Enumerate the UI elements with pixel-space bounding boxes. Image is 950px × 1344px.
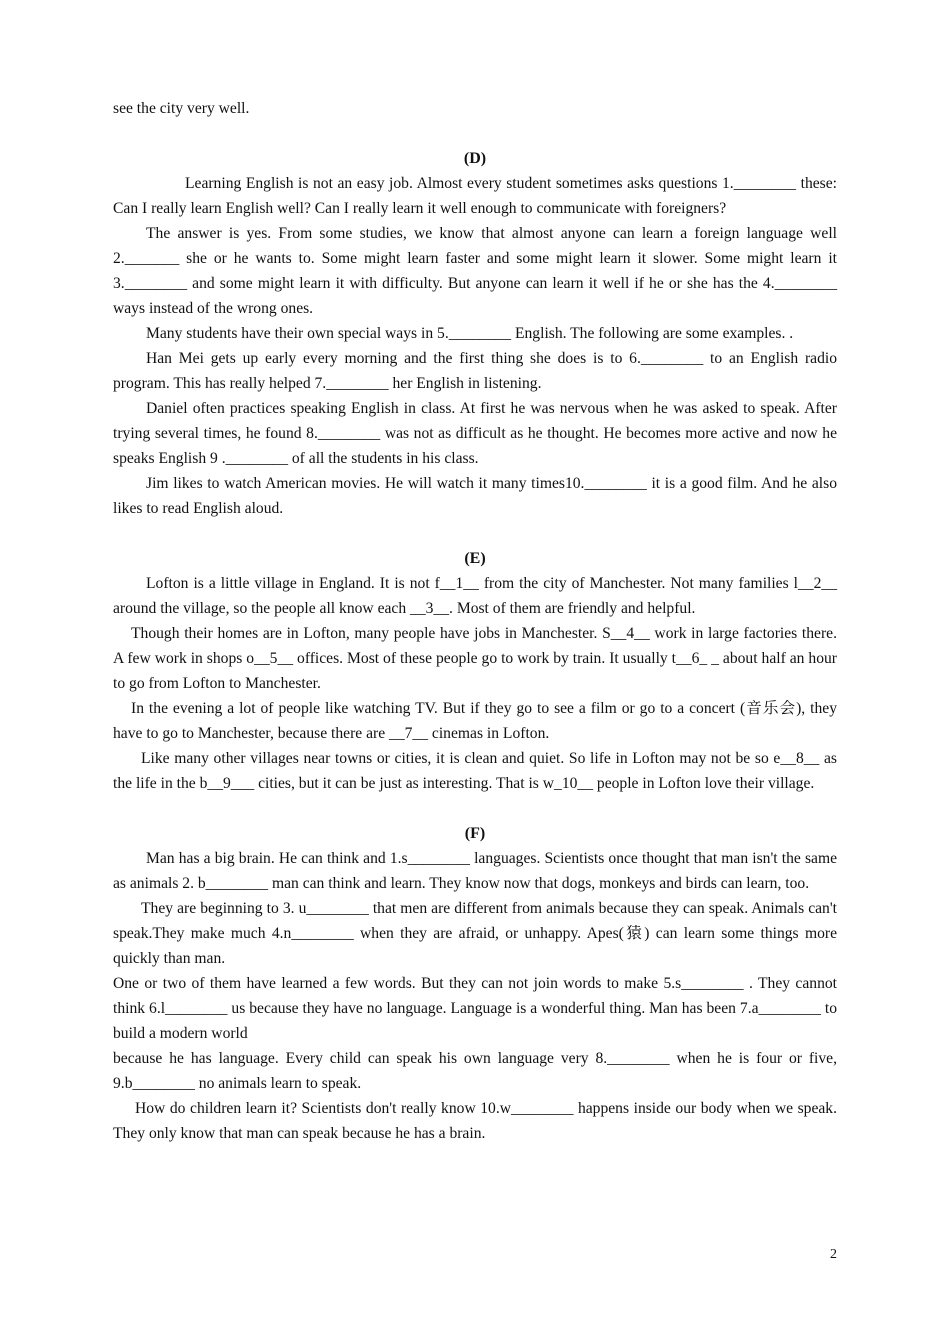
document-body — [113, 96, 837, 1146]
page-number: 2 — [830, 1247, 837, 1262]
section-f-paragraph: Man has a big brain. He can think and 1.s________ languages. Scientists once thought that man isn't the same as animals 2. b________ man can think and learn. They know now that dogs, monkeys and birds can learn, too. — [113, 850, 837, 892]
section-d-paragraph: Han Mei gets up early every morning and the first thing she does is to 6.________ to an English radio program. This has really helped 7.________ her English in listening. — [113, 350, 837, 392]
section-f-paragraph: They are beginning to 3. u________ that men are different from animals because they can speak. Animals can't speak.They make much 4.n________ when they are afraid, or unhappy. Apes(猿) can learn some things more quickly than man. — [113, 900, 837, 967]
section-gap — [113, 796, 837, 821]
section-gap — [113, 521, 837, 546]
section-e-heading: (E) — [464, 550, 486, 567]
section-f-paragraph: One or two of them have learned a few words. But they can not join words to make 5.s________ . They cannot think 6.l________ us because they have no language. Language is a wonderful thing. Man has been 7.a________ to build a modern world — [113, 975, 837, 1042]
top-fragment: see the city very well. — [113, 100, 250, 117]
section-d-paragraph: Daniel often practices speaking English in class. At first he was nervous when he was asked to speak. After trying several times, he found 8.________ was not as difficult as he thought. He becomes more active and now he speaks English 9 .________ of all the students in his class. — [113, 400, 837, 467]
section-d — [113, 146, 837, 521]
section-e-paragraph: Though their homes are in Lofton, many people have jobs in Manchester. S__4__ work in large factories there. A few work in shops o__5__ offices. Most of these people go to work by train. It usually t__6_ _ about half an hour to go from Lofton to Manchester. — [113, 625, 837, 692]
section-d-paragraph: The answer is yes. From some studies, we know that almost anyone can learn a foreign language well 2._______ she or he wants to. Some might learn faster and some might learn it slower. Some might learn it 3.________ and some might learn it with difficulty. But anyone can learn it well if he or she has the 4.________ ways instead of the wrong ones. — [113, 225, 837, 317]
section-d-paragraph: Learning English is not an easy job. Almost every student sometimes asks questions 1.________ these: Can I really learn English well? Can I really learn it well enough to communicate with foreigners? — [113, 175, 837, 217]
section-gap — [113, 121, 837, 146]
section-e-paragraph: In the evening a lot of people like watching TV. But if they go to see a film or go to a concert (音乐会), they have to go to Manchester, because there are __7__ cinemas in Lofton. — [113, 700, 837, 742]
section-e — [113, 546, 837, 796]
section-e-paragraph: Lofton is a little village in England. It is not f__1__ from the city of Manchester. Not many families l__2__ around the village, so the people all know each __3__. Most of them are friendly and helpful. — [113, 575, 837, 617]
section-f — [113, 821, 837, 1146]
section-f-heading: (F) — [464, 825, 486, 842]
section-f-paragraph: because he has language. Every child can speak his own language very 8.________ when he is four or five, 9.b________ no animals learn to speak. — [113, 1050, 837, 1092]
section-e-paragraph: Like many other villages near towns or cities, it is clean and quiet. So life in Lofton may not be so e__8__ as the life in the b__9___ cities, but it can be just as interesting. That is w_10__ people in Lofton love their village. — [113, 750, 837, 792]
section-d-paragraph: Many students have their own special ways in 5.________ English. The following are some examples. . — [146, 325, 794, 342]
section-d-paragraph: Jim likes to watch American movies. He will watch it many times10.________ it is a good film. And he also likes to read English aloud. — [113, 475, 837, 517]
section-f-paragraph: How do children learn it? Scientists don't really know 10.w________ happens inside our body when we speak. They only know that man can speak because he has a brain. — [113, 1100, 837, 1142]
section-d-heading: (D) — [463, 150, 487, 167]
